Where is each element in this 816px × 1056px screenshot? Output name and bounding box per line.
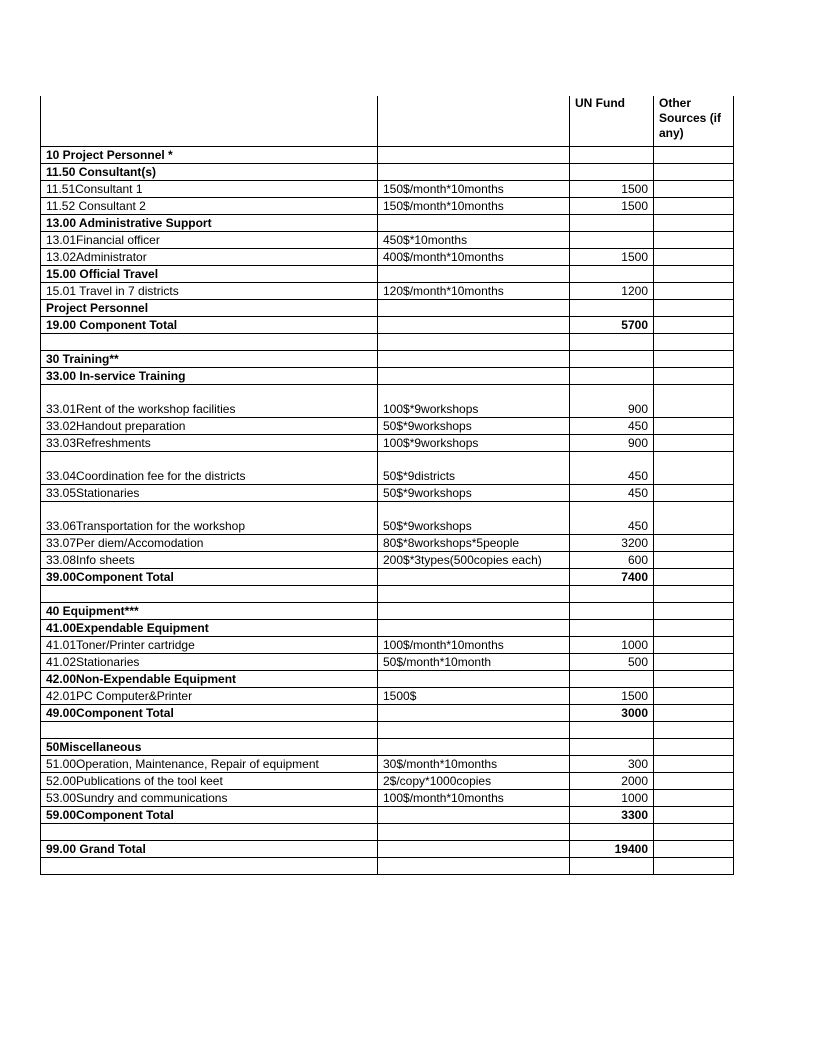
- item-label-cell: 33.05Stationaries: [41, 485, 378, 502]
- cost-basis-cell: 450$*10months: [378, 232, 570, 249]
- other-sources-cell: [654, 232, 734, 249]
- cost-basis-cell: 100$*9workshops: [378, 435, 570, 452]
- budget-row: [41, 756, 734, 773]
- item-label-cell: 52.00Publications of the tool keet: [41, 773, 378, 790]
- item-label-cell: 49.00Component Total: [41, 705, 378, 722]
- cost-basis-cell: [378, 368, 570, 385]
- item-label-cell: 33.02Handout preparation: [41, 418, 378, 435]
- budget-row: [41, 705, 734, 722]
- item-label-cell: 30 Training**: [41, 351, 378, 368]
- un-fund-cell: [570, 351, 654, 368]
- other-sources-cell: [654, 502, 734, 535]
- budget-row: [41, 773, 734, 790]
- un-fund-cell: [570, 300, 654, 317]
- budget-row: [41, 603, 734, 620]
- item-label-cell: 41.02Stationaries: [41, 654, 378, 671]
- other-sources-cell: [654, 164, 734, 181]
- other-sources-cell: [654, 671, 734, 688]
- budget-row: [41, 722, 734, 739]
- item-label-cell: 59.00Component Total: [41, 807, 378, 824]
- other-sources-cell: [654, 620, 734, 637]
- cost-basis-cell: [378, 586, 570, 603]
- item-label-cell: 13.00 Administrative Support: [41, 215, 378, 232]
- budget-row: [41, 351, 734, 368]
- un-fund-cell: 7400: [570, 569, 654, 586]
- budget-row: [41, 502, 734, 535]
- other-sources-cell: [654, 283, 734, 300]
- other-sources-cell: [654, 385, 734, 418]
- un-fund-cell: [570, 603, 654, 620]
- un-fund-cell: 1500: [570, 181, 654, 198]
- cost-basis-cell: [378, 671, 570, 688]
- item-label-cell: 11.50 Consultant(s): [41, 164, 378, 181]
- item-label-cell: Project Personnel: [41, 300, 378, 317]
- un-fund-cell: 1000: [570, 637, 654, 654]
- budget-row: [41, 552, 734, 569]
- un-fund-cell: 1000: [570, 790, 654, 807]
- un-fund-cell: [570, 620, 654, 637]
- un-fund-cell: [570, 368, 654, 385]
- cost-basis-cell: [378, 620, 570, 637]
- budget-row: [41, 215, 734, 232]
- budget-row: [41, 637, 734, 654]
- other-sources-cell: [654, 249, 734, 266]
- un-fund-cell: 2000: [570, 773, 654, 790]
- cost-basis-cell: [378, 215, 570, 232]
- un-fund-cell: 3200: [570, 535, 654, 552]
- budget-row: [41, 535, 734, 552]
- cost-basis-cell: [378, 824, 570, 841]
- other-sources-cell: [654, 688, 734, 705]
- item-label-cell: [41, 334, 378, 351]
- budget-row: [41, 654, 734, 671]
- header-cost-basis-cell: [378, 96, 570, 147]
- cost-basis-cell: 50$*9districts: [378, 452, 570, 485]
- cost-basis-cell: 150$/month*10months: [378, 181, 570, 198]
- budget-row: [41, 147, 734, 164]
- budget-row: [41, 317, 734, 334]
- cost-basis-cell: 120$/month*10months: [378, 283, 570, 300]
- budget-row: [41, 198, 734, 215]
- cost-basis-cell: [378, 841, 570, 858]
- cost-basis-cell: [378, 722, 570, 739]
- item-label-cell: 33.08Info sheets: [41, 552, 378, 569]
- budget-table: [40, 96, 734, 875]
- cost-basis-cell: [378, 300, 570, 317]
- un-fund-cell: 600: [570, 552, 654, 569]
- budget-row: [41, 586, 734, 603]
- cost-basis-cell: [378, 858, 570, 875]
- item-label-cell: 51.00Operation, Maintenance, Repair of equipment: [41, 756, 378, 773]
- un-fund-cell: [570, 586, 654, 603]
- item-label-cell: [41, 722, 378, 739]
- other-sources-cell: [654, 351, 734, 368]
- un-fund-cell: 450: [570, 502, 654, 535]
- un-fund-cell: 3000: [570, 705, 654, 722]
- cost-basis-cell: [378, 351, 570, 368]
- un-fund-cell: [570, 739, 654, 756]
- item-label-cell: [41, 824, 378, 841]
- un-fund-cell: 1500: [570, 688, 654, 705]
- item-label-cell: 15.01 Travel in 7 districts: [41, 283, 378, 300]
- other-sources-cell: [654, 266, 734, 283]
- other-sources-cell: [654, 637, 734, 654]
- item-label-cell: 41.01Toner/Printer cartridge: [41, 637, 378, 654]
- un-fund-cell: [570, 671, 654, 688]
- un-fund-cell: [570, 334, 654, 351]
- un-fund-cell: 3300: [570, 807, 654, 824]
- header-row: [41, 96, 734, 147]
- un-fund-cell: [570, 215, 654, 232]
- other-sources-cell: [654, 485, 734, 502]
- item-label-cell: [41, 586, 378, 603]
- other-sources-cell: [654, 317, 734, 334]
- other-sources-cell: [654, 368, 734, 385]
- other-sources-cell: [654, 569, 734, 586]
- other-sources-cell: [654, 181, 734, 198]
- un-fund-cell: 450: [570, 452, 654, 485]
- budget-row: [41, 807, 734, 824]
- cost-basis-cell: [378, 266, 570, 283]
- budget-row: [41, 418, 734, 435]
- cost-basis-cell: 80$*8workshops*5people: [378, 535, 570, 552]
- cost-basis-cell: 1500$: [378, 688, 570, 705]
- item-label-cell: 33.04Coordination fee for the districts: [41, 452, 378, 485]
- budget-row: [41, 300, 734, 317]
- un-fund-cell: 19400: [570, 841, 654, 858]
- un-fund-cell: [570, 266, 654, 283]
- budget-row: [41, 181, 734, 198]
- other-sources-cell: [654, 452, 734, 485]
- other-sources-cell: [654, 535, 734, 552]
- un-fund-cell: [570, 232, 654, 249]
- budget-row: [41, 452, 734, 485]
- other-sources-cell: [654, 773, 734, 790]
- budget-table-body: [41, 96, 734, 875]
- budget-row: [41, 164, 734, 181]
- item-label-cell: 13.01Financial officer: [41, 232, 378, 249]
- budget-row: [41, 841, 734, 858]
- cost-basis-cell: [378, 334, 570, 351]
- cost-basis-cell: 100$*9workshops: [378, 385, 570, 418]
- un-fund-cell: 1500: [570, 249, 654, 266]
- item-label-cell: 42.00Non-Expendable Equipment: [41, 671, 378, 688]
- budget-row: [41, 739, 734, 756]
- item-label-cell: 33.01Rent of the workshop facilities: [41, 385, 378, 418]
- cost-basis-cell: [378, 739, 570, 756]
- budget-row: [41, 569, 734, 586]
- item-label-cell: 19.00 Component Total: [41, 317, 378, 334]
- other-sources-cell: [654, 334, 734, 351]
- budget-row: [41, 249, 734, 266]
- un-fund-cell: 1500: [570, 198, 654, 215]
- other-sources-cell: [654, 147, 734, 164]
- budget-row: [41, 266, 734, 283]
- item-label-cell: 33.03Refreshments: [41, 435, 378, 452]
- item-label-cell: 53.00Sundry and communications: [41, 790, 378, 807]
- cost-basis-cell: [378, 603, 570, 620]
- other-sources-cell: [654, 722, 734, 739]
- cost-basis-cell: 30$/month*10months: [378, 756, 570, 773]
- other-sources-cell: [654, 824, 734, 841]
- un-fund-cell: 500: [570, 654, 654, 671]
- cost-basis-cell: [378, 147, 570, 164]
- item-label-cell: 50Miscellaneous: [41, 739, 378, 756]
- un-fund-cell: [570, 147, 654, 164]
- budget-row: [41, 368, 734, 385]
- cost-basis-cell: 200$*3types(500copies each): [378, 552, 570, 569]
- item-label-cell: 11.51Consultant 1: [41, 181, 378, 198]
- un-fund-cell: 5700: [570, 317, 654, 334]
- item-label-cell: 33.07Per diem/Accomodation: [41, 535, 378, 552]
- un-fund-cell: [570, 164, 654, 181]
- header-item-cell: [41, 96, 378, 147]
- un-fund-cell: [570, 824, 654, 841]
- item-label-cell: 42.01PC Computer&Printer: [41, 688, 378, 705]
- un-fund-cell: 450: [570, 485, 654, 502]
- item-label-cell: 41.00Expendable Equipment: [41, 620, 378, 637]
- item-label-cell: [41, 858, 378, 875]
- other-sources-cell: [654, 790, 734, 807]
- other-sources-cell: [654, 552, 734, 569]
- item-label-cell: 99.00 Grand Total: [41, 841, 378, 858]
- budget-row: [41, 283, 734, 300]
- budget-row: [41, 858, 734, 875]
- budget-row: [41, 232, 734, 249]
- header-other-sources-cell: Other Sources (if any): [654, 96, 734, 147]
- cost-basis-cell: [378, 164, 570, 181]
- cost-basis-cell: 50$*9workshops: [378, 418, 570, 435]
- item-label-cell: 39.00Component Total: [41, 569, 378, 586]
- un-fund-cell: 300: [570, 756, 654, 773]
- other-sources-cell: [654, 858, 734, 875]
- other-sources-cell: [654, 198, 734, 215]
- other-sources-cell: [654, 705, 734, 722]
- cost-basis-cell: [378, 317, 570, 334]
- un-fund-cell: [570, 722, 654, 739]
- other-sources-cell: [654, 215, 734, 232]
- item-label-cell: 15.00 Official Travel: [41, 266, 378, 283]
- other-sources-cell: [654, 300, 734, 317]
- budget-row: [41, 620, 734, 637]
- cost-basis-cell: 50$*9workshops: [378, 502, 570, 535]
- budget-row: [41, 385, 734, 418]
- other-sources-cell: [654, 654, 734, 671]
- un-fund-cell: 450: [570, 418, 654, 435]
- cost-basis-cell: [378, 807, 570, 824]
- un-fund-cell: 900: [570, 385, 654, 418]
- un-fund-cell: 1200: [570, 283, 654, 300]
- budget-row: [41, 435, 734, 452]
- cost-basis-cell: 100$/month*10months: [378, 790, 570, 807]
- cost-basis-cell: 400$/month*10months: [378, 249, 570, 266]
- item-label-cell: 11.52 Consultant 2: [41, 198, 378, 215]
- other-sources-cell: [654, 603, 734, 620]
- other-sources-cell: [654, 756, 734, 773]
- budget-row: [41, 824, 734, 841]
- cost-basis-cell: 150$/month*10months: [378, 198, 570, 215]
- cost-basis-cell: [378, 705, 570, 722]
- budget-row: [41, 671, 734, 688]
- other-sources-cell: [654, 807, 734, 824]
- item-label-cell: 40 Equipment***: [41, 603, 378, 620]
- budget-row: [41, 485, 734, 502]
- un-fund-cell: 900: [570, 435, 654, 452]
- cost-basis-cell: 50$*9workshops: [378, 485, 570, 502]
- budget-row: [41, 688, 734, 705]
- cost-basis-cell: 2$/copy*1000copies: [378, 773, 570, 790]
- budget-row: [41, 790, 734, 807]
- un-fund-cell: [570, 858, 654, 875]
- other-sources-cell: [654, 418, 734, 435]
- item-label-cell: 33.00 In-service Training: [41, 368, 378, 385]
- other-sources-cell: [654, 739, 734, 756]
- cost-basis-cell: 50$/month*10month: [378, 654, 570, 671]
- other-sources-cell: [654, 841, 734, 858]
- other-sources-cell: [654, 435, 734, 452]
- item-label-cell: 33.06Transportation for the workshop: [41, 502, 378, 535]
- item-label-cell: 13.02Administrator: [41, 249, 378, 266]
- other-sources-cell: [654, 586, 734, 603]
- cost-basis-cell: 100$/month*10months: [378, 637, 570, 654]
- budget-row: [41, 334, 734, 351]
- cost-basis-cell: [378, 569, 570, 586]
- item-label-cell: 10 Project Personnel *: [41, 147, 378, 164]
- header-un-fund-cell: UN Fund: [570, 96, 654, 147]
